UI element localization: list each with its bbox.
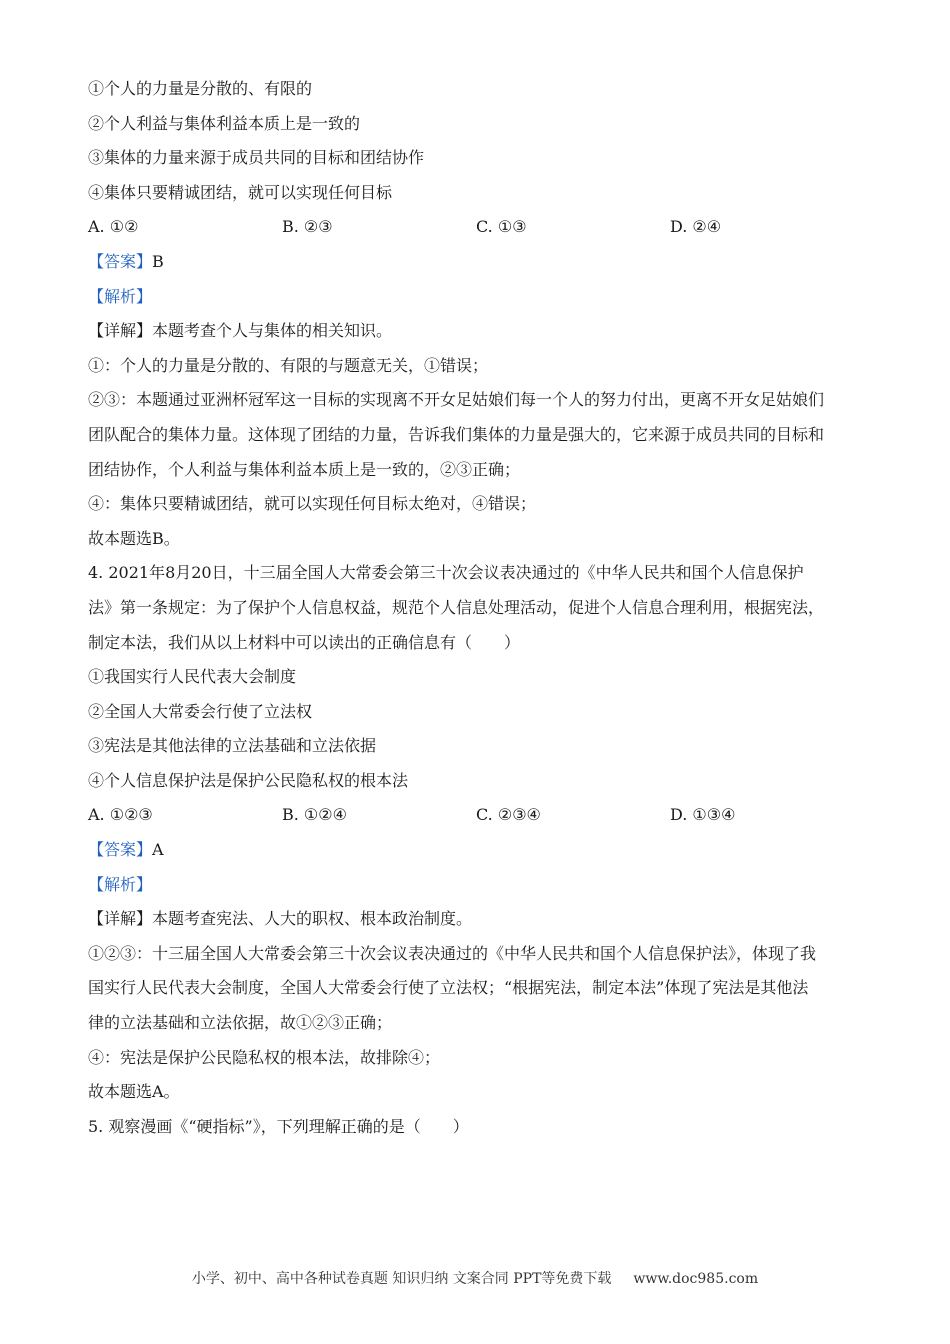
q3-explanation-1: ①：个人的力量是分散的、有限的与题意无关，①错误； xyxy=(88,355,489,375)
document-page xyxy=(88,72,868,1144)
q3-answer xyxy=(88,245,868,280)
q4-stem-3: 制定本法，我们从以上材料中可以读出的正确信息有（ ） xyxy=(88,632,521,652)
answer-tag: 【答案】 xyxy=(88,251,153,271)
q3-option-b: B. ②③ xyxy=(282,217,333,237)
q3-option-a: A. ①② xyxy=(88,217,139,237)
q4-options xyxy=(88,798,868,833)
q4-explanation-2: 国实行人民代表大会制度，全国人大常委会行使了立法权；“根据宪法，制定本法”体现了宪法是其他法 xyxy=(88,978,809,998)
q4-option-c: C. ②③④ xyxy=(476,805,541,825)
q3-item-1: ①个人的力量是分散的、有限的 xyxy=(88,79,313,98)
q3-option-c: C. ①③ xyxy=(476,217,527,237)
q5-stem: 5. 观察漫画《“硬指标”》，下列理解正确的是（ ） xyxy=(88,1116,469,1136)
q4-explanation-4: ④：宪法是保护公民隐私权的根本法，故排除④； xyxy=(88,1047,441,1067)
footer-url[interactable]: www.doc985.com xyxy=(633,1271,759,1287)
answer-value: B xyxy=(152,251,164,271)
q3-conclusion: 故本题选B。 xyxy=(88,528,180,548)
q4-option-d: D. ①③④ xyxy=(670,805,736,825)
q3-explanation-4: 团结协作，个人利益与集体利益本质上是一致的，②③正确； xyxy=(88,459,521,479)
q4-option-b: B. ①②④ xyxy=(282,805,347,825)
q4-explanation-3: 律的立法基础和立法依据，故①②③正确； xyxy=(88,1013,393,1033)
q4-item-2: ②全国人大常委会行使了立法权 xyxy=(88,701,313,721)
q3-explanation-5: ④：集体只要精诚团结，就可以实现任何目标太绝对，④错误； xyxy=(88,494,537,514)
q3-item-4: ④集体只要精诚团结，就可以实现任何目标 xyxy=(88,182,393,202)
answer-value: A xyxy=(152,840,164,860)
q3-detail xyxy=(88,314,868,349)
detail-text: 本题考查个人与集体的相关知识。 xyxy=(152,321,393,341)
q3-explanation-2: ②③：本题通过亚洲杯冠军这一目标的实现离不开女足姑娘们每一个人的努力付出，更离不开女足姑娘们 xyxy=(88,390,825,410)
q4-stem-1: 4. 2021年8月20日，十三届全国人大常委会第三十次会议表决通过的《中华人民共和国个人信息保护 xyxy=(88,563,804,583)
q3-options xyxy=(88,210,868,245)
q4-explanation-1: ①②③：十三届全国人大常委会第三十次会议表决通过的《中华人民共和国个人信息保护法》，体现了我 xyxy=(88,943,817,963)
q3-explanation-3: 团队配合的集体力量。这体现了团结的力量，告诉我们集体的力量是强大的，它来源于成员共同的目标和 xyxy=(88,424,825,444)
q3-item-2: ②个人利益与集体利益本质上是一致的 xyxy=(88,113,361,133)
q4-conclusion: 故本题选A。 xyxy=(88,1082,180,1102)
analysis-tag: 【解析】 xyxy=(88,874,153,894)
q4-analysis-heading xyxy=(88,868,868,903)
q3-item-3: ③集体的力量来源于成员共同的目标和团结协作 xyxy=(88,148,425,168)
q4-item-1: ①我国实行人民代表大会制度 xyxy=(88,667,297,687)
q3-option-d: D. ②④ xyxy=(670,217,722,237)
q4-item-3: ③宪法是其他法律的立法基础和立法依据 xyxy=(88,736,377,756)
q4-option-a: A. ①②③ xyxy=(88,805,153,825)
q3-analysis-heading xyxy=(88,280,868,315)
q4-detail xyxy=(88,902,868,937)
q4-answer xyxy=(88,833,868,868)
detail-text: 本题考查宪法、人大的职权、根本政治制度。 xyxy=(152,909,473,929)
page-footer xyxy=(0,1268,950,1288)
q4-stem-2: 法》第一条规定：为了保护个人信息权益，规范个人信息处理活动，促进个人信息合理利用，根据宪法， xyxy=(88,597,825,617)
q4-item-4: ④个人信息保护法是保护公民隐私权的根本法 xyxy=(88,770,409,790)
detail-tag: 【详解】 xyxy=(88,321,153,341)
detail-tag: 【详解】 xyxy=(88,909,153,929)
analysis-tag: 【解析】 xyxy=(88,286,153,306)
answer-tag: 【答案】 xyxy=(88,840,153,860)
footer-text: 小学、初中、高中各种试卷真题 知识归纳 文案合同 PPT等免费下载 xyxy=(191,1271,612,1287)
